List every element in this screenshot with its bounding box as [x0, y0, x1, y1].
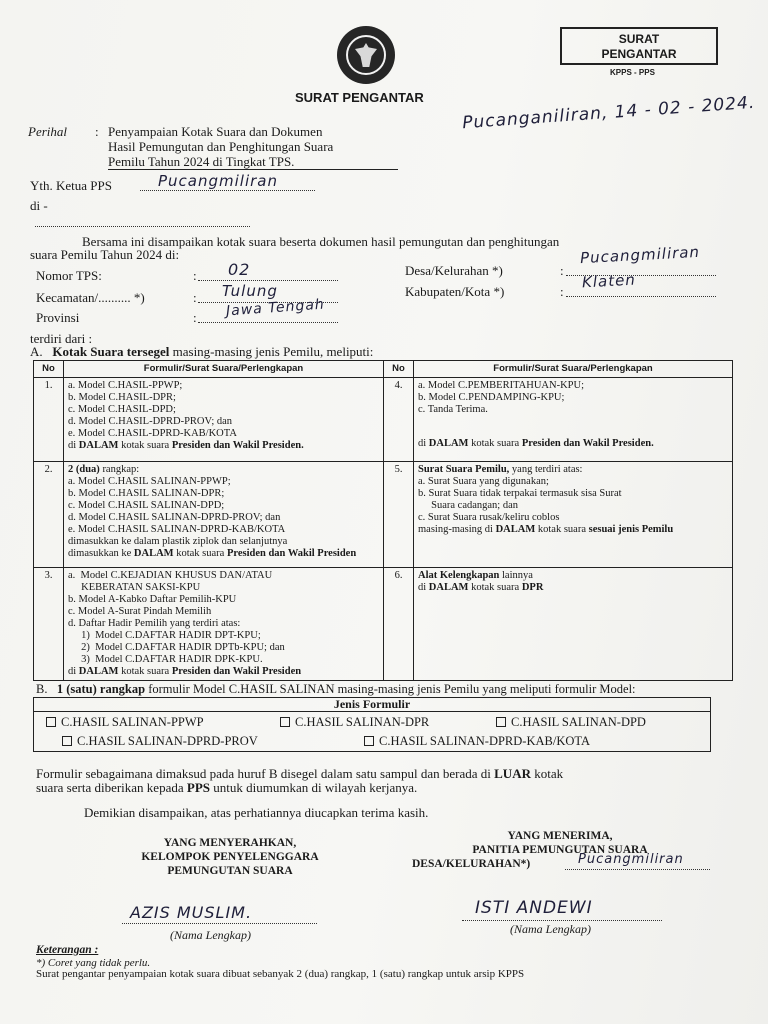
section-a-bold: Kotak Suara tersegel [52, 344, 170, 359]
kab-value[interactable]: Klaten [581, 270, 637, 292]
perihal-line2: Hasil Pemungutan dan Penghitungan Suara [108, 139, 334, 154]
row5-no: 5. [384, 462, 414, 568]
option-ppwp[interactable]: C.HASIL SALINAN-PPWP [46, 715, 204, 730]
closing-p2: suara serta diberikan kepada PPS untuk diumumkan di wilayah kerjanya. [36, 780, 418, 795]
document-page: SURAT PENGANTAR KPPS - PPS SURAT PENGANTAR Pucanganiliran, 14 - 02 - 2024. Perihal : Penyampaian Kotak Suara dan Dokumen Hasil Pemungutan dan Penghitungan Suara Pemilu Tahun 2024 di Tingkat TPS. Yth. Ketua PPS Pucangmiliran di - Bersama ini disampaikan kotak suara beserta dokumen hasil pemungutan dan penghitungan suara Pemilu Tahun 2024 di: Nomor TPS: : 02 Kecamatan/.......... *) : Tulung Provinsi : Jawa Tengah Desa/Kelurahan *) : Pucangmiliran Kabupaten/Kota *) : Klaten terdiri dari : A. Kotak Suara tersegel masing-masing jenis Pemilu, meliputi: No Formulir/Surat Suara/Perlengkapan No Formulir/Surat Suara/Perlengkapan 1. a. Model C.HASIL-PPWP; b. Model C.HASIL-DPR; c. Model C.HASIL-DPD; d. Model C.HASIL-DPRD-PROV; dan e. Model C.HASIL-DPRD-KAB/KOTA di DALAM kotak suara Presiden dan Wakil Presiden. 4. a. Model C.PEMBERITAHUAN-KPU; b. Model C.PENDAMPING-KPU; c. Tanda Terima. di DALAM kotak suara Presiden dan Wakil Presiden. 2. 2 (dua) rangkap: a. Model C.HASIL SALINAN-PPWP; b. Model C.HASIL SALINAN-DPR; c. Model C.HASIL SALINAN-DPD; d. Model C.HASIL SALINAN-DPRD-PROV; dan e. Model C.HASIL SALINAN-DPRD-KAB/KOTA dimasukkan ke dalam plastik ziplok dan selanjutnya dimasukkan ke DALAM kotak suara Presiden dan Wakil Presiden 5. Surat Suara Pemilu, yang terdiri atas: a. Surat Suara yang digunakan; b. Surat Suara tidak terpakai termasuk sisa Surat Suara cadangan; dan c. Surat Suara rusak/keliru coblos masing-masing di DALAM kotak suara sesuai jenis Pemilu 3. a. Model C.KEJADIAN KHUSUS DAN/ATAU KEBERATAN SAKSI-KPU b. Model A-Kabko Daftar Pemilih-KPU c. Model A-Surat Pindah Memilih d. Daftar Hadir Pemilih yang terdiri atas: 1) Model C.DAFTAR HADIR DPT-KPU; 2) Model C.DAFTAR HADIR DPTb-KPU; dan 3) Model C.DAFTAR HADIR DPK-KPU. di DALAM kotak suara Presiden dan Wakil Presiden 6. Alat Kelengkapan lainnya di DALAM kotak suara DPR B. 1 (satu) rangkap formulir Model C.HASIL SALINAN masing-masing jenis Pemilu yang meliputi formulir Model: Jenis Formulir C.HASIL SALINAN-PPWP C.HASIL SALINAN-DPR C.HASIL SALINAN-DPD C.HASIL SALINAN-DPRD-PROV C.HASIL SALINAN-DPRD-KAB/KOTA Formulir sebagaimana dimaksud pada huruf B disegel dalam satu sampul dan berada di LUAR kotak suara serta diberikan kepada PPS untuk diumumkan di wilayah kerjanya. Demikian disampaikan, atas perhatiannya diucapkan terima kasih. YANG MENYERAHKAN, KELOMPOK PENYELENGGARA PEMUNGUTAN SUARA YANG MENERIMA, PANITIA PEMUNGUTAN SUARA DESA/KELURAHAN*) Pucangmiliran AZIS MUSLIM. (Nama Lengkap) ISTI ANDEWI (Nama Lengkap) Keterangan : *) Coret yang tidak perlu. Surat pengantar penyampaian kotak suara dibuat sebanyak 2 (dua) rangkap, 1 (satu) rangkap untuk arsip KPPS [0, 0, 768, 1024]
row1-item: a. Model C.HASIL-PPWP; [68, 380, 183, 391]
row2-cell: 2 (dua) rangkap: a. Model C.HASIL SALINAN-PPWP; b. Model C.HASIL SALINAN-DPR; c. Model C.HASIL SALINAN-DPD; d. Model C.HASIL SALINAN-DPRD-PROV; dan e. Model C.HASIL SALINAN-DPRD-KAB/KOTA dimasukkan ke dalam plastik ziplok dan selanjutnya dimasukkan ke DALAM kotak suara Presiden dan Wakil Presiden [64, 462, 384, 568]
row4-item: b. Model C.PENDAMPING-KPU; [418, 392, 565, 403]
stamp-box [560, 27, 718, 65]
checkbox-icon[interactable] [364, 736, 374, 746]
row5-item: Suara cadangan; dan [418, 500, 519, 511]
row2-item: c. Model C.HASIL SALINAN-DPD; [68, 500, 225, 511]
row4-item: c. Tanda Terima. [418, 404, 488, 415]
keterangan-l2: Surat pengantar penyampaian kotak suara dibuat sebanyak 2 (dua) rangkap, 1 (satu) rangkap untuk arsip KPPS [36, 968, 525, 980]
row3-item: 1) Model C.DAFTAR HADIR DPT-KPU; [68, 630, 261, 641]
option-dprd-prov[interactable]: C.HASIL SALINAN-DPRD-PROV [62, 734, 258, 749]
perihal-sep: : [95, 124, 99, 139]
desa-value[interactable]: Pucangmiliran [579, 242, 701, 268]
jenis-formulir-title: Jenis Formulir [34, 698, 710, 712]
row2-no: 2. [34, 462, 64, 568]
sign-right-name[interactable]: ISTI ANDEWI [475, 898, 593, 918]
row1-no: 1. [34, 378, 64, 462]
sign-left-caption: (Nama Lengkap) [170, 928, 251, 942]
row5-item: b. Surat Suara tidak terpakai termasuk sisa Surat [418, 488, 622, 499]
jenis-formulir-box [33, 697, 711, 752]
stamp-line2: PENGANTAR [601, 47, 677, 61]
place-date: Pucanganiliran, 14 - 02 - 2024. [461, 92, 756, 134]
section-b-rest: formulir Model C.HASIL SALINAN masing-masing jenis Pemilu yang meliputi formulir Model: [145, 682, 636, 696]
row3-item: d. Daftar Hadir Pemilih yang terdiri atas: [68, 618, 241, 629]
row3-item: 3) Model C.DAFTAR HADIR DPK-KPU. [68, 654, 263, 665]
kec-value[interactable]: Tulung [222, 282, 278, 300]
perihal-line1: Penyampaian Kotak Suara dan Dokumen [108, 124, 323, 139]
formulir-table [33, 360, 733, 681]
col-no-left: No [34, 361, 64, 378]
terdiri-label: terdiri dari : [30, 331, 93, 346]
checkbox-icon[interactable] [62, 736, 72, 746]
yth-value[interactable]: Pucangmiliran [158, 172, 278, 190]
row5-cell: Surat Suara Pemilu, yang terdiri atas: a. Surat Suara yang digunakan; b. Surat Suara tidak terpakai termasuk sisa Surat Suara cadangan; dan c. Surat Suara rusak/keliru coblos masing-masing di DALAM kotak suara sesuai jenis Pemilu [414, 462, 733, 568]
row1-item: b. Model C.HASIL-DPR; [68, 392, 176, 403]
row2-item: b. Model C.HASIL SALINAN-DPR; [68, 488, 225, 499]
col-form-left: Formulir/Surat Suara/Perlengkapan [64, 361, 384, 378]
prov-label: Provinsi [36, 310, 80, 325]
sign-right-caption: (Nama Lengkap) [510, 922, 591, 936]
section-b-letter: B. [36, 682, 48, 696]
row3-item: 2) Model C.DAFTAR HADIR DPTb-KPU; dan [68, 642, 285, 653]
tps-label: Nomor TPS: [36, 268, 102, 283]
row2-item: e. Model C.HASIL SALINAN-DPRD-KAB/KOTA [68, 524, 286, 535]
row3-cell: a. Model C.KEJADIAN KHUSUS DAN/ATAU KEBERATAN SAKSI-KPU b. Model A-Kabko Daftar Pemilih-KPU c. Model A-Surat Pindah Memilih d. Daftar Hadir Pemilih yang terdiri atas: 1) Model C.DAFTAR HADIR DPT-KPU; 2) Model C.DAFTAR HADIR DPTb-KPU; dan 3) Model C.DAFTAR HADIR DPK-KPU. di DALAM kotak suara Presiden dan Wakil Presiden [64, 568, 384, 681]
row4-no: 4. [384, 378, 414, 462]
kpu-logo-icon [337, 26, 395, 84]
stamp-line1: SURAT [618, 32, 660, 46]
kab-label: Kabupaten/Kota *) [405, 284, 505, 299]
desa-label: Desa/Kelurahan *) [405, 263, 503, 278]
sign-left-title: YANG MENYERAHKAN, KELOMPOK PENYELENGGARA PEMUNGUTAN SUARA [141, 837, 319, 877]
section-a-letter: A. [30, 344, 43, 359]
stamp-sub: KPPS - PPS [610, 68, 655, 77]
intro-line2: suara Pemilu Tahun 2024 di: [30, 247, 180, 262]
di-dots [35, 226, 250, 227]
row5-item: a. Surat Suara yang digunakan; [418, 476, 549, 487]
closing-p3: Demikian disampaikan, atas perhatiannya diucapkan terima kasih. [84, 805, 429, 820]
sign-right-title: YANG MENERIMA, PANITIA PEMUNGUTAN SUARA DESA/KELURAHAN*) [412, 830, 648, 870]
row3-no: 3. [34, 568, 64, 681]
row2-item: a. Model C.HASIL SALINAN-PPWP; [68, 476, 231, 487]
intro-line1: Bersama ini disampaikan kotak suara beserta dokumen hasil pemungutan dan penghitungan [82, 234, 560, 249]
checkbox-icon[interactable] [496, 717, 506, 727]
yth-dots [140, 190, 315, 191]
row1-item: c. Model C.HASIL-DPD; [68, 404, 176, 415]
col-form-right: Formulir/Surat Suara/Perlengkapan [414, 361, 733, 378]
row2-extra: dimasukkan ke dalam plastik ziplok dan selanjutnya [68, 536, 288, 547]
section-a-heading [30, 344, 373, 360]
option-dpr[interactable]: C.HASIL SALINAN-DPR [280, 715, 429, 730]
row3-item: c. Model A-Surat Pindah Memilih [68, 606, 212, 617]
right-desa-dots [565, 869, 710, 870]
perihal-underline [108, 169, 398, 170]
page-title: SURAT PENGANTAR [295, 90, 424, 105]
yth-label: Yth. Ketua PPS [30, 178, 112, 193]
tps-value[interactable]: 02 [228, 260, 251, 279]
right-desa-value[interactable]: Pucangmiliran [578, 852, 684, 867]
row3-item: a. Model C.KEJADIAN KHUSUS DAN/ATAU [68, 570, 273, 581]
row1-item: d. Model C.HASIL-DPRD-PROV; dan [68, 416, 233, 427]
keterangan-l1: *) Coret yang tidak perlu. [36, 957, 151, 969]
row4-item: a. Model C.PEMBERITAHUAN-KPU; [418, 380, 584, 391]
col-no-right: No [384, 361, 414, 378]
sign-right-line [462, 920, 662, 921]
row4-cell: a. Model C.PEMBERITAHUAN-KPU; b. Model C.PENDAMPING-KPU; c. Tanda Terima. di DALAM kotak suara Presiden dan Wakil Presiden. [414, 378, 733, 462]
tps-dots [198, 280, 338, 281]
row5-item: c. Surat Suara rusak/keliru coblos [418, 512, 560, 523]
perihal-text [108, 124, 333, 169]
row2-item: d. Model C.HASIL SALINAN-DPRD-PROV; dan [68, 512, 281, 523]
row3-item: b. Model A-Kabko Daftar Pemilih-KPU [68, 594, 237, 605]
di-label: di - [30, 198, 48, 213]
perihal-line3: Pemilu Tahun 2024 di Tingkat TPS. [108, 154, 295, 169]
sign-left-line [122, 923, 317, 924]
closing-p1: Formulir sebagaimana dimaksud pada huruf B disegel dalam satu sampul dan berada di LUAR kotak [36, 766, 564, 781]
row1-cell: a. Model C.HASIL-PPWP; b. Model C.HASIL-DPR; c. Model C.HASIL-DPD; d. Model C.HASIL-DPRD-PROV; dan e. Model C.HASIL-DPRD-KAB/KOTA di DALAM kotak suara Presiden dan Wakil Presiden. [64, 378, 384, 462]
checkbox-icon[interactable] [280, 717, 290, 727]
perihal-label: Perihal [28, 124, 67, 139]
option-dpd[interactable]: C.HASIL SALINAN-DPD [496, 715, 646, 730]
section-a-rest: masing-masing jenis Pemilu, meliputi: [172, 344, 374, 359]
row3-item: KEBERATAN SAKSI-KPU [68, 582, 201, 593]
sign-left-name[interactable]: AZIS MUSLIM. [130, 903, 253, 922]
prov-value[interactable]: Jawa Tengah [225, 296, 326, 320]
row1-item: e. Model C.HASIL-DPRD-KAB/KOTA [68, 428, 237, 439]
option-dprd-kab[interactable]: C.HASIL SALINAN-DPRD-KAB/KOTA [364, 734, 590, 749]
section-b-bold: 1 (satu) rangkap [56, 682, 146, 696]
keterangan-title: Keterangan : [36, 944, 99, 956]
row6-cell: Alat Kelengkapan lainnya di DALAM kotak suara DPR [414, 568, 733, 681]
kab-dots [566, 296, 716, 297]
kec-label: Kecamatan/.......... *) [36, 290, 145, 305]
prov-dots [198, 322, 338, 323]
row6-no: 6. [384, 568, 414, 681]
section-b-heading [36, 682, 636, 697]
checkbox-icon[interactable] [46, 717, 56, 727]
